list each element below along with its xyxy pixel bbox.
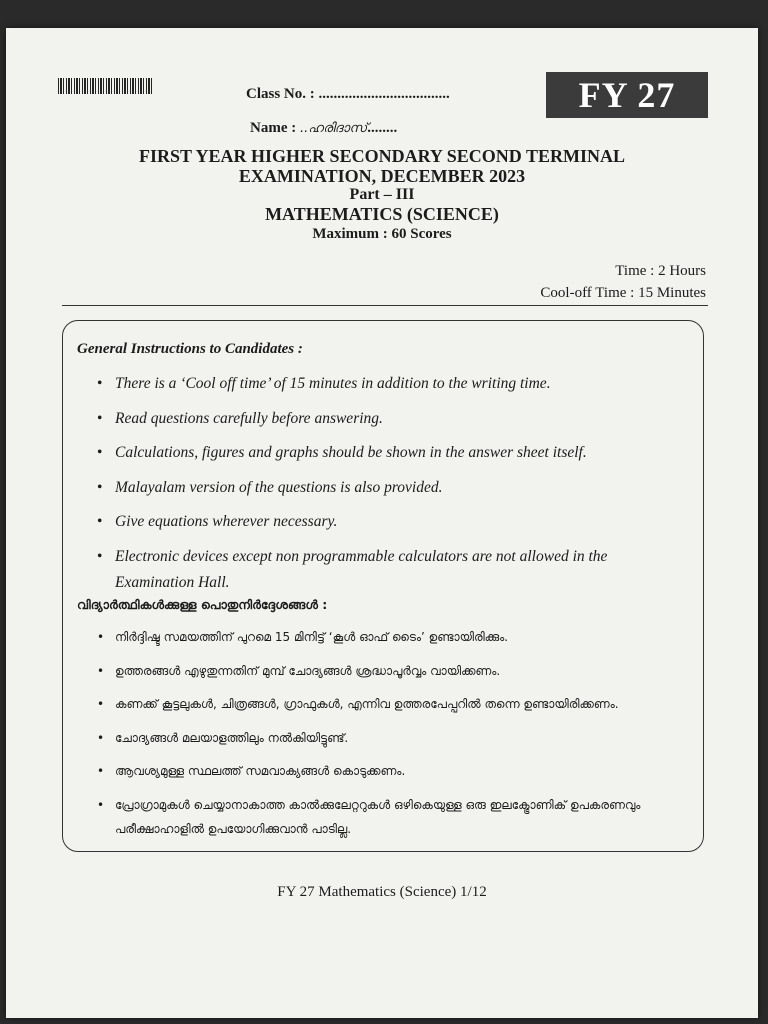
- list-item: • ഉത്തരങ്ങൾ എഴുതുന്നതിന് മുമ്പ് ചോദ്യങ്ങൾ ശ്രദ്ധാപൂർവ്വം വായിക്കണം.: [97, 659, 697, 683]
- class-no-dots: ...................................: [318, 86, 450, 102]
- page-footer: FY 27 Mathematics (Science) 1/12: [277, 884, 487, 900]
- malayalam-instructions-heading: വിദ്യാർത്ഥികൾക്കുള്ള പൊതുനിർദ്ദേശങ്ങൾ :: [77, 597, 328, 612]
- exam-title: [6, 146, 758, 243]
- list-item: • ചോദ്യങ്ങൾ മലയാളത്തിലും നൽകിയിട്ടുണ്ട്.: [97, 726, 697, 750]
- time-cool-off: Cool-off Time : 15 Minutes: [540, 285, 706, 301]
- list-item: • Malayalam version of the questions is also provided.: [97, 475, 687, 501]
- title-maximum: Maximum : 60 Scores: [312, 226, 452, 242]
- exam-paper: [6, 28, 758, 1018]
- time-info: [540, 260, 706, 304]
- list-item: • ആവശ്യമുള്ള സ്ഥലത്ത് സമവാക്യങ്ങൾ കൊടുക്കണം.: [97, 759, 697, 783]
- instructions-heading: General Instructions to Candidates :: [77, 341, 303, 357]
- name-handwritten-value: ..ഹരിദാസ്: [299, 121, 368, 136]
- malayalam-instructions-list: [97, 625, 697, 850]
- time-duration: Time : 2 Hours: [615, 263, 706, 279]
- list-item: • Electronic devices except non programmable calculators are not allowed in the Examination Hall.: [97, 544, 687, 596]
- name-label: Name :: [250, 120, 297, 136]
- instructions-box: [62, 320, 704, 852]
- list-item: • പ്രോഗ്രാമുകൾ ചെയ്യാനാകാത്ത കാൽക്കുലേറ്ററുകൾ ഒഴികെയുള്ള ഒരു ഇലക്ട്രോണിക് ഉപകരണവും പരീക്ഷാഹാളിൽ ഉപയോഗിക്കുവാൻ പാടില്ല.: [97, 793, 697, 841]
- title-subject: MATHEMATICS (SCIENCE): [265, 204, 499, 224]
- divider: [62, 305, 708, 306]
- class-no-label: Class No. :: [246, 86, 315, 102]
- exam-code-badge: FY 27: [546, 72, 708, 118]
- barcode: [58, 78, 152, 94]
- list-item: • There is a ‘Cool off time’ of 15 minutes in addition to the writing time.: [97, 371, 687, 397]
- name-field: [250, 120, 397, 137]
- list-item: • നിർദ്ദിഷ്ട സമയത്തിന് പുറമെ 15 മിനിട്ട് ‘കൂൾ ഓഫ് ടൈം’ ഉണ്ടായിരിക്കും.: [97, 625, 697, 649]
- title-part: Part – III: [349, 186, 415, 203]
- list-item: • Give equations wherever necessary.: [97, 509, 687, 535]
- list-item: • കണക്ക് കൂട്ടലുകൾ, ചിത്രങ്ങൾ, ഗ്രാഫുകൾ, എന്നിവ ഉത്തരപേപ്പറിൽ തന്നെ ഉണ്ടായിരിക്കണം.: [97, 692, 697, 716]
- title-line-1: FIRST YEAR HIGHER SECONDARY SECOND TERMINAL: [139, 146, 625, 166]
- title-line-2: EXAMINATION, DECEMBER 2023: [238, 166, 526, 186]
- class-no-field: [246, 86, 450, 103]
- name-dots: ........: [367, 120, 398, 136]
- list-item: • Read questions carefully before answering.: [97, 406, 687, 432]
- english-instructions-list: [97, 371, 687, 604]
- list-item: • Calculations, figures and graphs should be shown in the answer sheet itself.: [97, 440, 687, 466]
